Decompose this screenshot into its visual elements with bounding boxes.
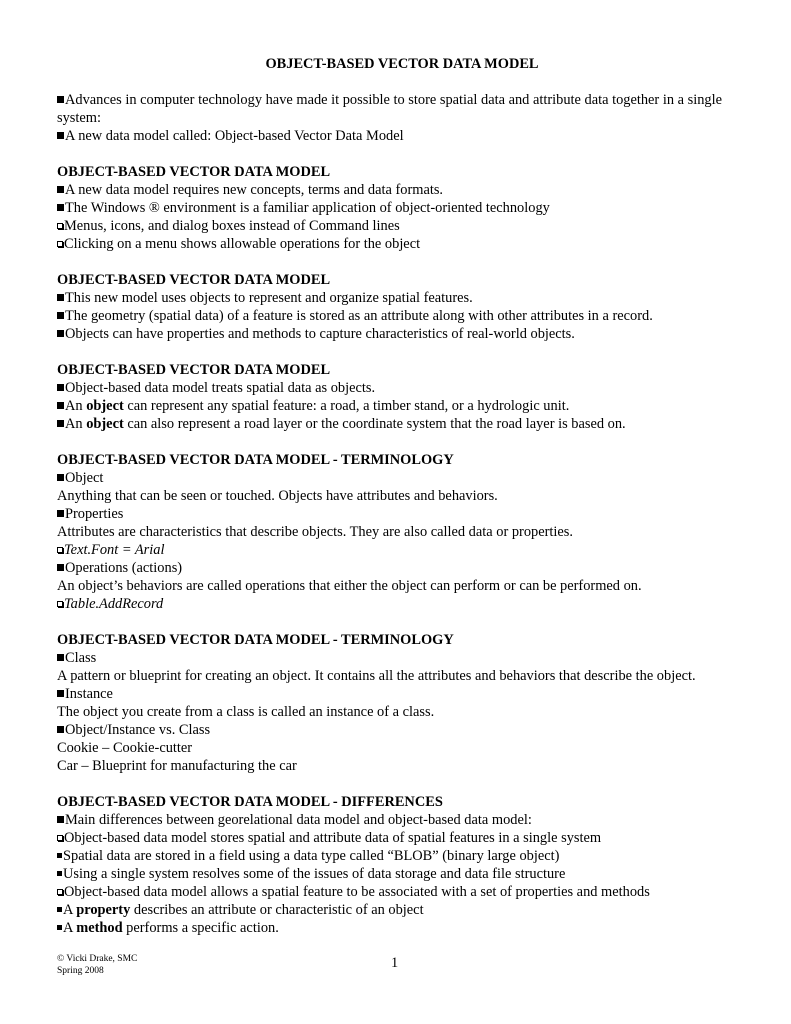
bullet-item	[57, 721, 747, 739]
line-text: This new model uses objects to represent and organize spatial features.	[65, 290, 473, 306]
section-heading: OBJECT-BASED VECTOR DATA MODEL - DIFFERENCES	[57, 794, 443, 810]
square-filled-bullet-icon	[57, 654, 64, 661]
square-filled-bullet-icon	[57, 204, 64, 211]
square-filled-bullet-icon	[57, 186, 64, 193]
section-heading: OBJECT-BASED VECTOR DATA MODEL	[57, 164, 331, 180]
square-small-bullet-icon	[57, 871, 62, 876]
square-filled-bullet-icon	[57, 510, 64, 517]
line-text: The Windows ® environment is a familiar application of object-oriented technology	[65, 200, 550, 216]
line-text: Instance	[65, 686, 113, 702]
section	[57, 631, 747, 775]
line-text: The object you create from a class is called an instance of a class.	[57, 704, 435, 720]
page-number: 1	[391, 955, 399, 971]
section-heading: OBJECT-BASED VECTOR DATA MODEL - TERMINOLOGY	[57, 452, 454, 468]
line-text: A new data model requires new concepts, terms and data formats.	[65, 182, 444, 198]
line-text: Class	[65, 650, 97, 666]
bullet-item	[57, 199, 747, 217]
line-text-post: performs a specific action.	[122, 920, 279, 936]
bullet-item	[57, 883, 747, 901]
bullet-item	[57, 649, 747, 667]
bullet-item	[57, 865, 747, 883]
body-text	[57, 739, 747, 757]
line-text: A pattern or blueprint for creating an object. It contains all the attributes and behaviors that describe the object.	[57, 668, 696, 684]
bullet-item	[57, 595, 747, 613]
body-text	[57, 757, 747, 775]
line-text: An object’s behaviors are called operations that either the object can perform or can be performed on.	[57, 578, 642, 594]
line-text: The geometry (spatial data) of a feature is stored as an attribute along with other attributes in a record.	[65, 308, 653, 324]
line-text-bold: property	[76, 902, 131, 918]
line-text: Operations (actions)	[65, 560, 183, 576]
section	[57, 271, 747, 343]
square-outline-bullet-icon	[57, 889, 63, 895]
line-text: Using a single system resolves some of the issues of data storage and data file structure	[63, 866, 566, 882]
bullet-item	[57, 217, 747, 235]
line-text: A new data model called: Object-based Vector Data Model	[65, 128, 404, 144]
square-filled-bullet-icon	[57, 330, 64, 337]
square-filled-bullet-icon	[57, 726, 64, 733]
bullet-item	[57, 829, 747, 847]
section-heading: OBJECT-BASED VECTOR DATA MODEL	[57, 362, 331, 378]
line-text: Advances in computer technology have made it possible to store spatial data and attribute data together in a single system:	[57, 92, 722, 126]
line-text-post: can represent any spatial feature: a road, a timber stand, or a hydrologic unit.	[123, 398, 570, 414]
section	[57, 793, 747, 937]
line-text: Attributes are characteristics that describe objects. They are also called data or properties.	[57, 524, 573, 540]
line-text: Text.Font = Arial	[64, 542, 165, 558]
bullet-item	[57, 397, 747, 415]
document-title: OBJECT-BASED VECTOR DATA MODEL	[265, 56, 539, 72]
sections-container	[57, 91, 747, 937]
body-text	[57, 487, 747, 505]
line-text-pre: A	[63, 920, 77, 936]
bullet-item	[57, 559, 747, 577]
body-text	[57, 703, 747, 721]
square-filled-bullet-icon	[57, 132, 64, 139]
line-text: Spatial data are stored in a field using a data type called “BLOB” (binary large object)	[63, 848, 560, 864]
line-text-bold: object	[86, 398, 124, 414]
line-text: Object-based data model stores spatial and attribute data of spatial features in a single system	[64, 830, 602, 846]
square-outline-bullet-icon	[57, 601, 63, 607]
section	[57, 91, 747, 145]
section	[57, 451, 747, 613]
line-text: Properties	[65, 506, 124, 522]
section	[57, 361, 747, 433]
line-text-post: can also represent a road layer or the coordinate system that the road layer is based on.	[123, 416, 626, 432]
line-text-bold: method	[76, 920, 123, 936]
bullet-item	[57, 505, 747, 523]
line-text-post: describes an attribute or characteristic of an object	[130, 902, 424, 918]
square-filled-bullet-icon	[57, 420, 64, 427]
body-text	[57, 523, 747, 541]
line-text: Cookie – Cookie-cutter	[57, 740, 193, 756]
square-small-bullet-icon	[57, 853, 62, 858]
bullet-item	[57, 127, 747, 145]
square-filled-bullet-icon	[57, 312, 64, 319]
line-text: Object-based data model treats spatial data as objects.	[65, 380, 376, 396]
bullet-item	[57, 307, 747, 325]
square-filled-bullet-icon	[57, 816, 64, 823]
document-body	[57, 55, 747, 955]
body-text	[57, 577, 747, 595]
footer-author: © Vicki Drake, SMC	[57, 954, 138, 964]
bullet-item	[57, 91, 747, 127]
line-text: Table.AddRecord	[64, 596, 164, 612]
line-text-pre: An	[65, 398, 87, 414]
square-outline-bullet-icon	[57, 241, 63, 247]
square-small-bullet-icon	[57, 907, 62, 912]
bullet-item	[57, 847, 747, 865]
bullet-item	[57, 325, 747, 343]
line-text: Objects can have properties and methods to capture characteristics of real-world objects.	[65, 326, 575, 342]
bullet-item	[57, 415, 747, 433]
line-text-pre: An	[65, 416, 87, 432]
line-text: Car – Blueprint for manufacturing the car	[57, 758, 297, 774]
section	[57, 163, 747, 253]
square-outline-bullet-icon	[57, 835, 63, 841]
bullet-item	[57, 919, 747, 937]
line-text: Main differences between georelational data model and object-based data model:	[65, 812, 532, 828]
section-heading: OBJECT-BASED VECTOR DATA MODEL - TERMINOLOGY	[57, 632, 454, 648]
bullet-item	[57, 469, 747, 487]
bullet-item	[57, 235, 747, 253]
square-filled-bullet-icon	[57, 96, 64, 103]
square-filled-bullet-icon	[57, 384, 64, 391]
bullet-item	[57, 181, 747, 199]
square-small-bullet-icon	[57, 925, 62, 930]
line-text-bold: object	[86, 416, 124, 432]
square-filled-bullet-icon	[57, 402, 64, 409]
square-filled-bullet-icon	[57, 564, 64, 571]
line-text: Object	[65, 470, 104, 486]
line-text: Menus, icons, and dialog boxes instead of Command lines	[64, 218, 400, 234]
line-text: Clicking on a menu shows allowable operations for the object	[64, 236, 421, 252]
bullet-item	[57, 541, 747, 559]
line-text: Anything that can be seen or touched. Objects have attributes and behaviors.	[57, 488, 498, 504]
square-filled-bullet-icon	[57, 474, 64, 481]
line-text: Object/Instance vs. Class	[65, 722, 211, 738]
square-outline-bullet-icon	[57, 547, 63, 553]
line-text: Object-based data model allows a spatial feature to be associated with a set of properties and methods	[64, 884, 650, 900]
footer-credit	[57, 953, 137, 977]
bullet-item	[57, 685, 747, 703]
square-filled-bullet-icon	[57, 294, 64, 301]
footer-term: Spring 2008	[57, 966, 104, 976]
bullet-item	[57, 289, 747, 307]
bullet-item	[57, 379, 747, 397]
bullet-item	[57, 811, 747, 829]
section-heading: OBJECT-BASED VECTOR DATA MODEL	[57, 272, 331, 288]
square-filled-bullet-icon	[57, 690, 64, 697]
line-text-pre: A	[63, 902, 77, 918]
square-outline-bullet-icon	[57, 223, 63, 229]
body-text	[57, 667, 747, 685]
bullet-item	[57, 901, 747, 919]
